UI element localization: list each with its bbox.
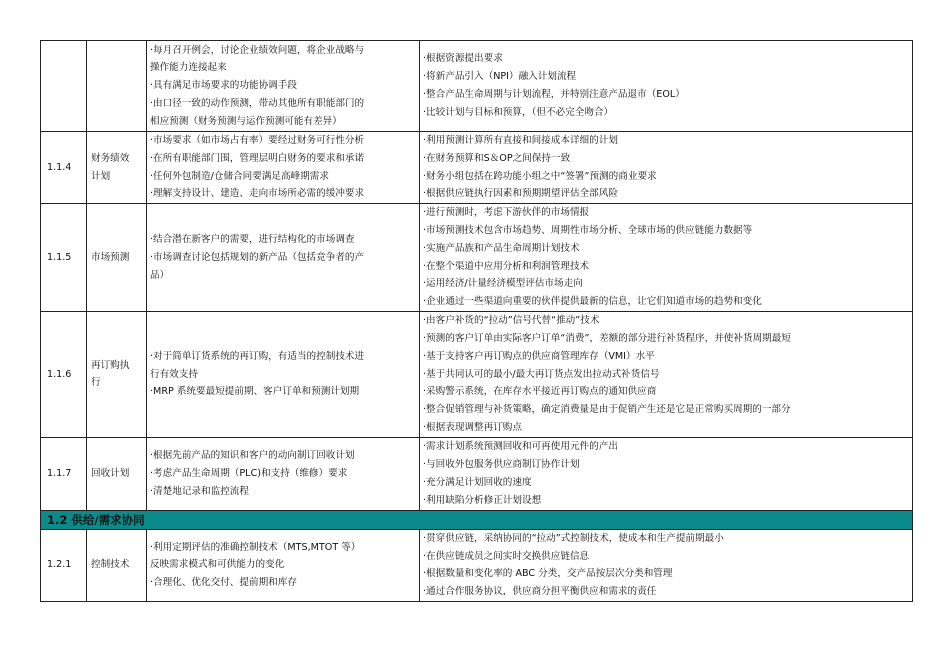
cell-line: ·利用缺陷分析修正计划设想 <box>423 494 542 506</box>
cell-line: ·每月召开例会，讨论企业绩效问题，将企业战略与 <box>150 44 365 56</box>
basic-practice-cell <box>147 437 420 510</box>
item-number: 1.2.1 <box>41 529 87 601</box>
cell-line: ·在供应链成员之间实时交换供应链信息 <box>423 550 590 562</box>
cell-line: 行 <box>91 377 101 389</box>
best-practice-cell <box>420 312 913 438</box>
basic-practice-cell <box>147 132 420 204</box>
capability-table <box>40 40 913 602</box>
cell-line: ·根据数量和变化率的 ABC 分类，交产品按层次分类和管理 <box>423 568 673 580</box>
cell-line: 操作能力连接起来 <box>150 62 227 74</box>
cell-line: ·比较计划与目标和预算，（但不必完全吻合） <box>423 106 614 118</box>
best-practice-cell <box>420 204 913 312</box>
cell-line: ·采购警示系统，在库存水平接近再订购点的通知供应商 <box>423 386 657 398</box>
item-number <box>41 41 87 132</box>
cell-line: ·在所有职能部门围，管理层明白财务的要求和承诺 <box>150 152 365 164</box>
cell-line: ·充分满足计划回收的速度 <box>423 476 532 488</box>
basic-practice-cell <box>147 41 420 132</box>
cell-line: 再订购执 <box>91 359 130 371</box>
cell-line: ·通过合作服务协议，供应商分担平衡供应和需求的责任 <box>423 586 657 598</box>
item-name <box>87 132 147 204</box>
cell-line: ·市场要求（如市场占有率）要经过财务可行性分析 <box>150 135 365 146</box>
cell-line: ·进行预测时，考虑下游伙伴的市场情报 <box>423 207 590 219</box>
cell-line: 回收计划 <box>91 467 130 479</box>
cell-line: ·根据先前产品的知识和客户的动向制订回收计划 <box>150 450 355 462</box>
table-row <box>41 437 913 510</box>
cell-line: ·财务小组包括在跨功能小组之中“签署”预测的商业要求 <box>423 170 657 182</box>
section-title: 1.2 供给/需求协同 <box>41 510 913 529</box>
cell-line: 计划 <box>91 170 111 182</box>
cell-line: 反映需求模式和可供能力的变化 <box>150 559 285 571</box>
cell-line: ·将新产品引入（NPI）融入计划流程 <box>423 71 577 83</box>
table-row <box>41 204 913 312</box>
cell-line: ·与回收外包服务供应商制订协作计划 <box>423 458 580 470</box>
cell-line: 相应预测（财务预测与运作预测可能有差异） <box>150 115 342 127</box>
table-body <box>41 41 913 602</box>
cell-line: ·结合潜在新客户的需要，进行结构化的市场调查 <box>150 233 355 245</box>
item-number: 1.1.4 <box>41 132 87 204</box>
cell-line: ·考虑产品生命周期（PLC)和支持（维修）要求 <box>150 467 348 479</box>
cell-line: ·对于简单订货系统的再订购，有适当的控制技术进 <box>150 350 365 362</box>
item-name <box>87 437 147 510</box>
item-number: 1.1.7 <box>41 437 87 510</box>
cell-line: 财务绩效 <box>91 152 130 164</box>
item-name <box>87 41 147 132</box>
cell-line: ·市场调查讨论包括规划的新产品（包括竞争者的产 <box>150 251 365 263</box>
cell-line: ·MRP 系统要最短提前期、客户订单和预测计划期 <box>150 386 360 398</box>
cell-line: ·理解支持设计、建造、走向市场所必需的缓冲要求 <box>150 188 365 200</box>
cell-line: 行有效支持 <box>150 368 198 380</box>
table-row <box>41 529 913 601</box>
item-name <box>87 204 147 312</box>
cell-line: ·需求计划系统预测回收和可再使用元件的产出 <box>423 441 618 453</box>
cell-line: ·任何外包制造/仓储合同要满足高峰期需求 <box>150 170 329 182</box>
cell-line: ·由客户补货的“拉动”信号代替“推动”技术 <box>423 315 600 327</box>
cell-line: 品） <box>150 269 170 281</box>
table-row <box>41 312 913 438</box>
cell-line: ·具有满足市场要求的功能协调手段 <box>150 80 297 92</box>
best-practice-cell <box>420 437 913 510</box>
item-number: 1.1.5 <box>41 204 87 312</box>
best-practice-cell <box>420 529 913 601</box>
cell-line: ·实施产品族和产品生命周期计划技术 <box>423 242 580 254</box>
cell-line: ·在财务预算和S＆OP之间保持一致 <box>423 152 571 164</box>
cell-line: ·由口径一致的动作预测，带动其他所有职能部门的 <box>150 97 365 109</box>
item-name <box>87 529 147 601</box>
cell-line: ·企业通过一些渠道向重要的伙伴提供最新的信息，让它们知道市场的趋势和变化 <box>423 296 762 308</box>
cell-line: ·合理化、优化交付、提前期和库存 <box>150 577 297 589</box>
basic-practice-cell <box>147 312 420 438</box>
cell-line: ·清楚地记录和监控流程 <box>150 485 249 497</box>
item-name <box>87 312 147 438</box>
table-row <box>41 41 913 132</box>
cell-line: 市场预测 <box>91 251 130 263</box>
best-practice-cell <box>420 132 913 204</box>
item-number: 1.1.6 <box>41 312 87 438</box>
cell-line: ·预测的客户订单由实际客户订单“消费”，差额的部分进行补货程序，并使补货周期最短 <box>423 332 791 344</box>
cell-line: ·在整个渠道中应用分析和利润管理技术 <box>423 260 590 272</box>
cell-line: ·贯穿供应链，采纳协同的“拉动”式控制技术，使成本和生产提前期最小 <box>423 532 724 544</box>
basic-practice-cell <box>147 204 420 312</box>
cell-line: ·利用预测计算所有直接和间接成本详细的计划 <box>423 135 618 146</box>
cell-line: ·根据资源提出要求 <box>423 53 503 65</box>
cell-line: ·基于支持客户再订购点的供应商管理库存（VMI）水平 <box>423 350 655 362</box>
cell-line: ·根据供应链执行因素和预期期望评估全部风险 <box>423 188 618 200</box>
cell-line: ·运用经济/计量经济模型评估市场走向 <box>423 278 583 290</box>
cell-line: 控制技术 <box>91 559 130 571</box>
cell-line: ·利用定期评估的准确控制技术（MTS,MTOT 等） <box>150 541 361 553</box>
table-row <box>41 132 913 204</box>
cell-line: ·整合产品生命周期与计划流程，并特别注意产品退市（EOL） <box>423 89 685 100</box>
best-practice-cell <box>420 41 913 132</box>
cell-line: ·根据表现调整再订购点 <box>423 421 522 433</box>
cell-line: ·整合促销管理与补货策略，确定消费量是由于促销产生还是它是正常购买周期的一部分 <box>423 404 791 416</box>
section-header-row <box>41 510 913 529</box>
cell-line: ·市场预测技术包含市场趋势、周期性市场分析、全球市场的供应链能力数据等 <box>423 225 753 237</box>
basic-practice-cell <box>147 529 420 601</box>
cell-line: ·基于共同认可的最小/最大再订货点发出拉动式补货信号 <box>423 368 660 380</box>
